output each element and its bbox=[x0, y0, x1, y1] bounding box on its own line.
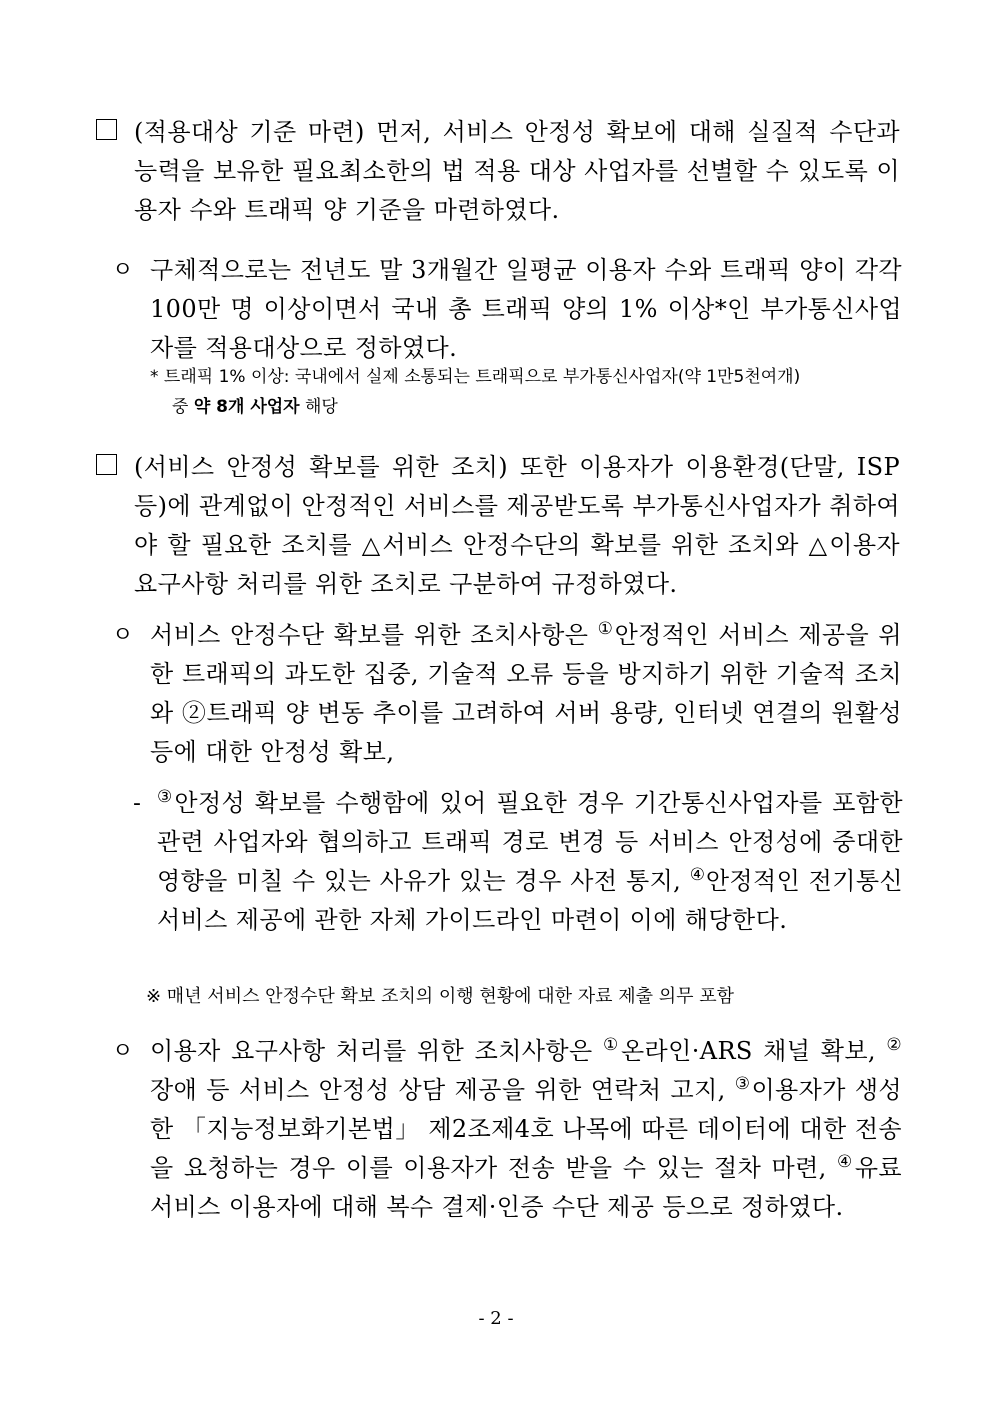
bullet-stability-means bbox=[112, 616, 902, 772]
checkbox-square-marker bbox=[96, 119, 117, 140]
section-scope-criteria bbox=[96, 113, 900, 230]
bullet-text: 이용자 요구사항 처리를 위한 조치사항은 ①온라인·ARS 채널 확보, ②장애 등 서비스 안정성 상담 제공을 위한 연락처 고지, ③이용자가 생성한 「지능정보화기본법」 제2조제4호 나목에 따른 데이터에 대한 전송을 요청하는 경우 이를 이용자가 전송 받을 수 있는 절차 마련, ④유료 서비스 이용자에 대해 복수 결제·인증 수단 제공 등으로 정하였다. bbox=[150, 1035, 902, 1221]
page-number: - 2 - bbox=[478, 1308, 514, 1329]
circled-number-4: ④ bbox=[836, 1152, 855, 1172]
dash-text: ③안정성 확보를 수행함에 있어 필요한 경우 기간통신사업자를 포함한 관련 사업자와 협의하고 트래픽 경로 변경 등 서비스 안정성에 중대한 영향을 미칠 수 있는 사유가 있는 경우 사전 통지, ④안정적인 전기통신서비스 제공에 관한 자체 가이드라인 마련이 이에 해당한다. bbox=[157, 787, 904, 934]
bullet-user-requests bbox=[112, 1032, 902, 1227]
reference-note: ※ 매년 서비스 안정수단 확보 조치의 이행 현황에 대한 자료 제출 의무 포함 bbox=[146, 986, 734, 1007]
bullet-criteria-detail bbox=[112, 251, 902, 368]
dash-marker: - bbox=[133, 791, 141, 816]
section-text: (서비스 안정성 확보를 위한 조치) 또한 이용자가 이용환경(단말, ISP 등)에 관계없이 안정적인 서비스를 제공받도록 부가통신사업자가 취하여야 할 필요한 조치를 △서비스 안정수단의 확보를 위한 조치와 △이용자 요구사항 처리를 위한 조치로 구분하여 규정하였다. bbox=[134, 453, 900, 598]
bullet-text: 서비스 안정수단 확보를 위한 조치사항은 ①안정적인 서비스 제공을 위한 트래픽의 과도한 집중, 기술적 오류 등을 방지하기 위한 기술적 조치와 ②트래픽 양 변동 추이를 고려하여 서버 용량, 인터넷 연결의 원활성 등에 대한 안정성 확보, bbox=[150, 619, 902, 766]
circled-number-1: ① bbox=[597, 619, 615, 639]
circled-number-1: ① bbox=[602, 1035, 621, 1055]
circled-number-3: ③ bbox=[157, 787, 175, 807]
bullet-text: 구체적으로는 전년도 말 3개월간 일평균 이용자 수와 트래픽 양이 각각 100만 명 이상이면서 국내 총 트래픽 양의 1% 이상*인 부가통신사업자를 적용대상으로 정하였다. bbox=[150, 256, 902, 362]
footnote-line1: * 트래픽 1% 이상: 국내에서 실제 소통되는 트래픽으로 부가통신사업자(약 1만5천여개) bbox=[150, 367, 801, 387]
bullet-marker: ㅇ bbox=[112, 1039, 134, 1064]
dash-item bbox=[133, 784, 903, 940]
footnote-line2: 중 약 8개 사업자 해당 bbox=[172, 397, 338, 417]
circled-number-3: ③ bbox=[734, 1074, 752, 1094]
section-text: (적용대상 기준 마련) 먼저, 서비스 안정성 확보에 대해 실질적 수단과 능력을 보유한 필요최소한의 법 적용 대상 사업자를 선별할 수 있도록 이용자 수와 트래픽 양 기준을 마련하였다. bbox=[134, 118, 900, 224]
section-stability-measures bbox=[96, 448, 900, 604]
bullet-marker: ㅇ bbox=[112, 258, 134, 283]
circled-number-2: ② bbox=[886, 1035, 902, 1055]
checkbox-square-marker bbox=[96, 454, 117, 475]
bullet-marker: ㅇ bbox=[112, 623, 134, 648]
circled-number-4: ④ bbox=[689, 865, 706, 885]
footnote bbox=[150, 362, 800, 422]
